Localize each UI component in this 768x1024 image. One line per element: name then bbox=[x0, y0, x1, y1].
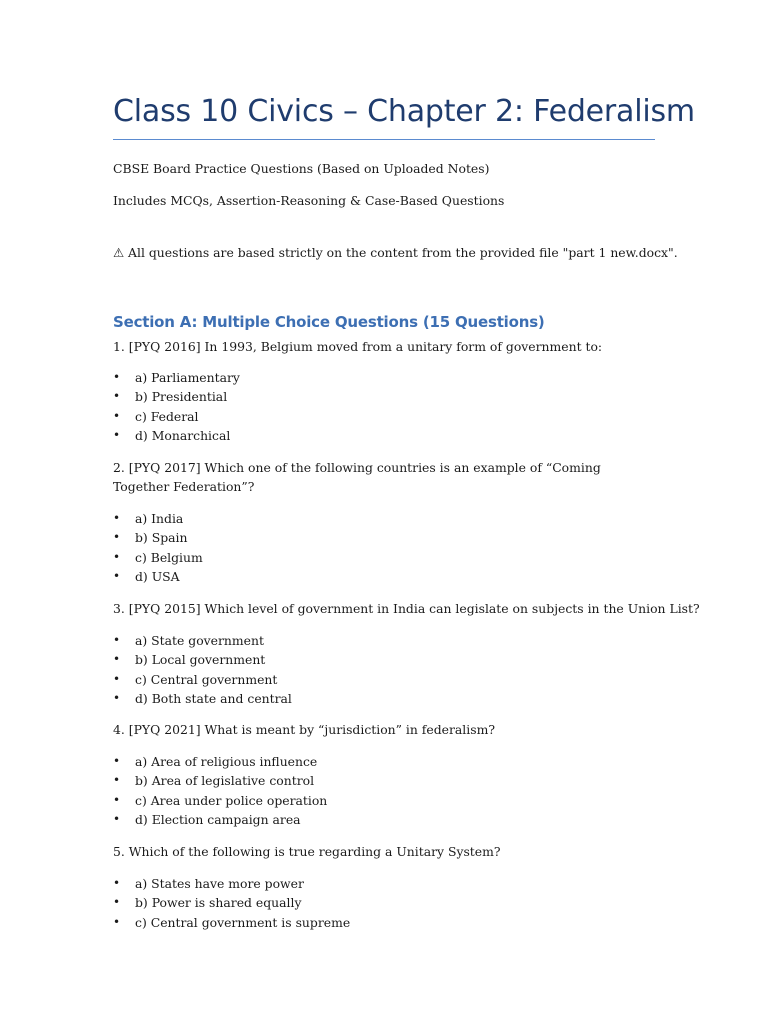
question-4: 4. [PYQ 2021] What is meant by “jurisdiction” in federalism? bbox=[113, 722, 495, 737]
bullet-icon: • bbox=[113, 690, 121, 705]
bullet-icon: • bbox=[113, 895, 121, 910]
question-1: 1. [PYQ 2016] In 1993, Belgium moved from a unitary form of government to: bbox=[113, 339, 603, 354]
question-4-options bbox=[113, 752, 327, 829]
bullet-icon: • bbox=[113, 549, 121, 564]
option: • c) Federal bbox=[113, 407, 240, 426]
bullet-icon: • bbox=[113, 511, 121, 525]
subtitle-question-types: Includes MCQs, Assertion-Reasoning & Case-Based Questions bbox=[113, 193, 505, 208]
option: • c) Central government is supreme bbox=[113, 913, 350, 932]
bullet-icon: • bbox=[113, 427, 121, 442]
question-3-options bbox=[113, 631, 292, 708]
option: • c) Central government bbox=[113, 670, 292, 689]
option: • d) USA bbox=[113, 567, 203, 586]
page-title: Class 10 Civics – Chapter 2: Federalism bbox=[113, 94, 695, 129]
option: • a) Area of religious influence bbox=[113, 752, 327, 771]
bullet-icon: • bbox=[113, 568, 121, 583]
subtitle-board-practice: CBSE Board Practice Questions (Based on Uploaded Notes) bbox=[113, 161, 490, 176]
question-3: 3. [PYQ 2015] Which level of government in India can legislate on subjects in the Union List? bbox=[113, 601, 700, 616]
warning-notice: ⚠ All questions are based strictly on the content from the provided file "part 1 new.docx". bbox=[113, 245, 678, 260]
option: • b) Local government bbox=[113, 650, 292, 669]
question-1-options bbox=[113, 368, 240, 445]
title-underline bbox=[113, 139, 655, 140]
option: • d) Both state and central bbox=[113, 689, 292, 708]
question-2: 2. [PYQ 2017] Which one of the following countries is an example of “Coming Together Federation”? bbox=[113, 460, 601, 494]
section-a-heading: Section A: Multiple Choice Questions (15 Questions) bbox=[113, 313, 545, 331]
option: • a) India bbox=[113, 509, 203, 528]
option: • a) State government bbox=[113, 631, 292, 650]
option: • d) Monarchical bbox=[113, 426, 240, 445]
option: • b) Presidential bbox=[113, 387, 240, 406]
bullet-icon: • bbox=[113, 633, 121, 647]
bullet-icon: • bbox=[113, 671, 121, 686]
question-2-options bbox=[113, 509, 203, 586]
option: • d) Election campaign area bbox=[113, 810, 327, 829]
bullet-icon: • bbox=[113, 530, 121, 545]
bullet-icon: • bbox=[113, 389, 121, 404]
bullet-icon: • bbox=[113, 652, 121, 667]
bullet-icon: • bbox=[113, 370, 121, 384]
bullet-icon: • bbox=[113, 754, 121, 768]
option: • a) Parliamentary bbox=[113, 368, 240, 387]
question-5-options bbox=[113, 874, 350, 932]
option: • b) Power is shared equally bbox=[113, 893, 350, 912]
bullet-icon: • bbox=[113, 876, 121, 890]
bullet-icon: • bbox=[113, 811, 121, 826]
question-5: 5. Which of the following is true regarding a Unitary System? bbox=[113, 844, 501, 859]
option: • c) Area under police operation bbox=[113, 791, 327, 810]
bullet-icon: • bbox=[113, 914, 121, 929]
option: • b) Area of legislative control bbox=[113, 771, 327, 790]
option: • c) Belgium bbox=[113, 548, 203, 567]
bullet-icon: • bbox=[113, 792, 121, 807]
bullet-icon: • bbox=[113, 773, 121, 788]
bullet-icon: • bbox=[113, 408, 121, 423]
option: • a) States have more power bbox=[113, 874, 350, 893]
option: • b) Spain bbox=[113, 528, 203, 547]
